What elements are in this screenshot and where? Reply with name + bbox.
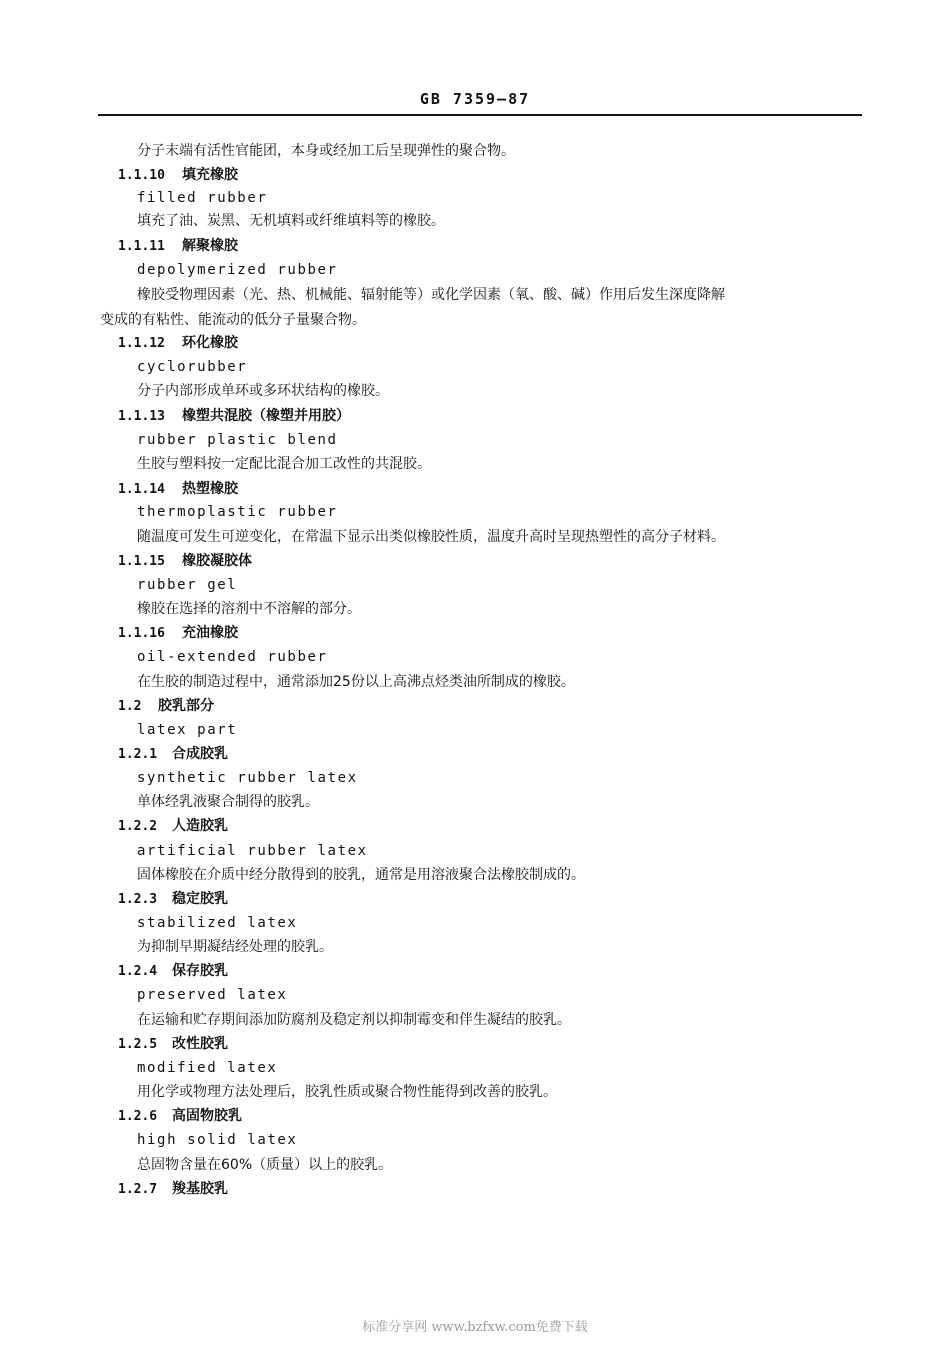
entry-definition: 用化学或物理方法处理后，胶乳性质或聚合物性能得到改善的胶乳。 bbox=[137, 1084, 557, 1100]
entry-title: 合成胶乳 bbox=[172, 746, 228, 762]
entry-heading bbox=[118, 624, 238, 643]
intro-text: 分子末端有活性官能团，本身或经加工后呈现弹性的聚合物。 bbox=[137, 143, 515, 159]
header-rule bbox=[98, 114, 862, 116]
entry-title: 人造胶乳 bbox=[172, 818, 228, 834]
entry-number: 1.1.14 bbox=[118, 482, 165, 497]
entry-english-term: oil-extended rubber bbox=[137, 649, 328, 665]
entry-english-term: high solid latex bbox=[137, 1132, 298, 1148]
section-number: 1.2 bbox=[118, 699, 142, 714]
entry-title: 充油橡胶 bbox=[182, 625, 238, 641]
entry-number: 1.1.12 bbox=[118, 336, 165, 351]
entry-definition: 橡胶在选择的溶剂中不溶解的部分。 bbox=[137, 601, 361, 617]
entry-heading bbox=[118, 237, 238, 256]
entry-title: 改性胶乳 bbox=[172, 1036, 228, 1052]
entry-title: 填充橡胶 bbox=[182, 167, 238, 183]
entry-definition: 橡胶受物理因素（光、热、机械能、辐射能等）或化学因素（氧、酸、碱）作用后发生深度降解 bbox=[137, 287, 725, 303]
entry-definition: 分子内部形成单环或多环状结构的橡胶。 bbox=[137, 383, 389, 399]
entry-number: 1.2.7 bbox=[118, 1182, 158, 1197]
entry-english-term: thermoplastic rubber bbox=[137, 504, 338, 520]
section-heading bbox=[118, 697, 214, 716]
entry-title: 环化橡胶 bbox=[182, 335, 238, 351]
entry-english-term: depolymerized rubber bbox=[137, 262, 338, 278]
entry-heading bbox=[118, 334, 238, 353]
entry-heading bbox=[118, 480, 238, 499]
entry-definition: 单体经乳液聚合制得的胶乳。 bbox=[137, 794, 319, 810]
entry-title: 橡胶凝胶体 bbox=[182, 553, 252, 569]
entry-english-term: rubber gel bbox=[137, 577, 238, 593]
entry-english-term: stabilized latex bbox=[137, 915, 298, 931]
entry-title: 羧基胶乳 bbox=[172, 1181, 228, 1197]
entry-number: 1.2.1 bbox=[118, 747, 158, 762]
entry-title: 解聚橡胶 bbox=[182, 238, 238, 254]
entry-heading bbox=[118, 1107, 242, 1126]
entry-number: 1.1.16 bbox=[118, 626, 165, 641]
entry-number: 1.2.3 bbox=[118, 892, 158, 907]
entry-number: 1.1.15 bbox=[118, 554, 165, 569]
entry-english-term: preserved latex bbox=[137, 987, 288, 1003]
entry-english-term: cyclorubber bbox=[137, 359, 248, 375]
entry-english-term: synthetic rubber latex bbox=[137, 770, 358, 786]
entry-definition: 固体橡胶在介质中经分散得到的胶乳，通常是用溶液聚合法橡胶制成的。 bbox=[137, 867, 585, 883]
section-english-term: latex part bbox=[137, 722, 238, 738]
entry-definition: 随温度可发生可逆变化，在常温下显示出类似橡胶性质，温度升高时呈现热塑性的高分子材料。 bbox=[137, 529, 725, 545]
entry-title: 保存胶乳 bbox=[172, 963, 228, 979]
entry-number: 1.2.2 bbox=[118, 819, 158, 834]
entry-heading bbox=[118, 407, 350, 426]
entry-heading bbox=[118, 1035, 228, 1054]
entry-heading bbox=[118, 817, 228, 836]
entry-english-term: filled rubber bbox=[137, 190, 268, 206]
entry-number: 1.2.4 bbox=[118, 964, 158, 979]
entry-definition: 在运输和贮存期间添加防腐剂及稳定剂以抑制霉变和伴生凝结的胶乳。 bbox=[137, 1012, 571, 1028]
entry-number: 1.1.13 bbox=[118, 409, 165, 424]
entry-definition: 生胶与塑料按一定配比混合加工改性的共混胶。 bbox=[137, 456, 431, 472]
entry-number: 1.2.5 bbox=[118, 1037, 158, 1052]
footer-watermark: 标准分享网 www.bzfxw.com免费下载 bbox=[362, 1320, 588, 1335]
entry-heading bbox=[118, 1180, 228, 1199]
entry-title: 高固物胶乳 bbox=[172, 1108, 242, 1124]
entry-definition: 在生胶的制造过程中，通常添加25份以上高沸点烃类油所制成的橡胶。 bbox=[137, 674, 575, 690]
entry-english-term: artificial rubber latex bbox=[137, 843, 368, 859]
entry-heading bbox=[118, 745, 228, 764]
entry-heading bbox=[118, 552, 252, 571]
entry-number: 1.1.11 bbox=[118, 239, 165, 254]
entry-number: 1.1.10 bbox=[118, 168, 165, 183]
entry-heading bbox=[118, 962, 228, 981]
entry-definition: 填充了油、炭黑、无机填料或纤维填料等的橡胶。 bbox=[137, 213, 445, 229]
entry-definition: 为抑制早期凝结经处理的胶乳。 bbox=[137, 939, 333, 955]
entry-title: 橡塑共混胶（橡塑并用胶） bbox=[182, 408, 350, 424]
entry-english-term: modified latex bbox=[137, 1060, 278, 1076]
document-header: GB 7359—87 bbox=[419, 90, 531, 108]
entry-heading bbox=[118, 166, 238, 185]
entry-definition: 总固物含量在60%（质量）以上的胶乳。 bbox=[137, 1157, 393, 1173]
entry-heading bbox=[118, 890, 228, 909]
entry-definition-continued: 变成的有粘性、能流动的低分子量聚合物。 bbox=[100, 312, 366, 328]
entry-number: 1.2.6 bbox=[118, 1109, 158, 1124]
entry-english-term: rubber plastic blend bbox=[137, 432, 338, 448]
entry-title: 热塑橡胶 bbox=[182, 481, 238, 497]
entry-title: 稳定胶乳 bbox=[172, 891, 228, 907]
section-title: 胶乳部分 bbox=[158, 698, 214, 714]
